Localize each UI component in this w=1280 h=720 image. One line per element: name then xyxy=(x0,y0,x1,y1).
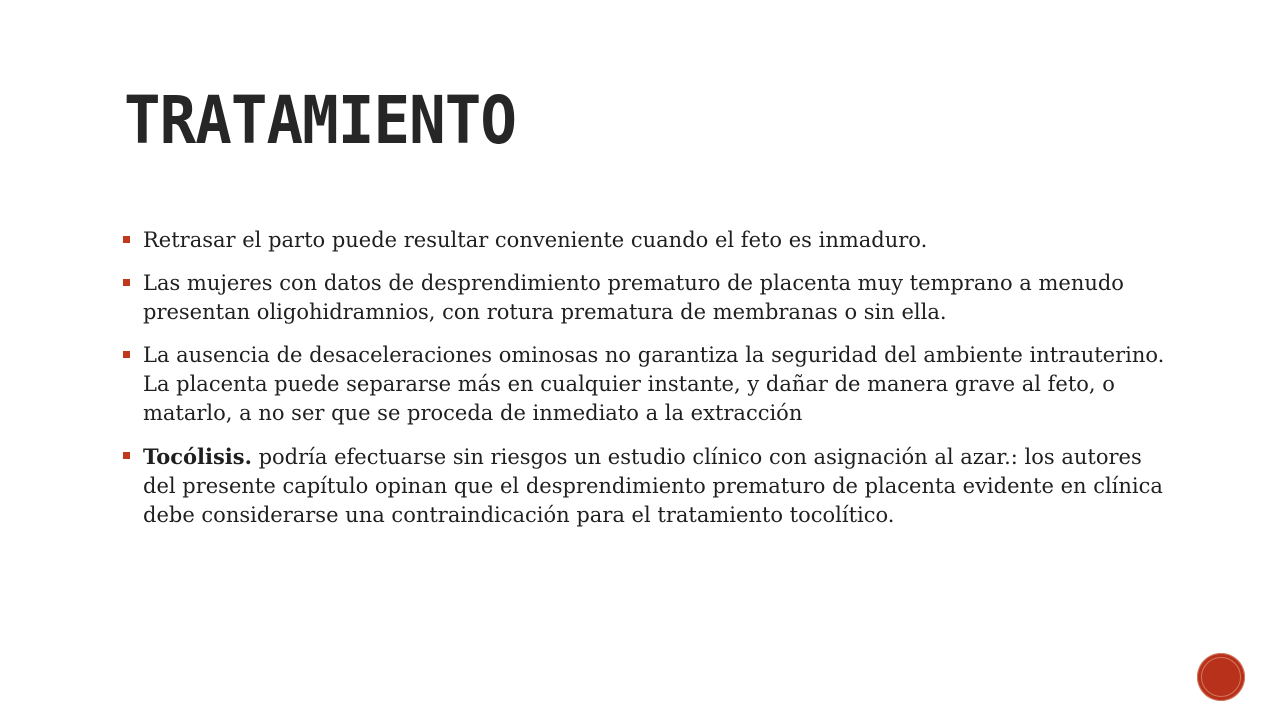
slide-title: TRATAMIENTO xyxy=(124,82,517,159)
bullet-text: La ausencia de desaceleraciones ominosas no garantiza la seguridad del ambiente intrauterino. La placenta puede separarse más en cualquier instante, y dañar de manera grave al feto, o matarlo, a no ser que se proceda de inmediato a la extracción xyxy=(143,343,1165,425)
bullet-text: Retrasar el parto puede resultar conveniente cuando el feto es inmaduro. xyxy=(143,228,928,252)
square-bullet-icon xyxy=(123,452,130,459)
bullet-list xyxy=(122,226,1167,544)
square-bullet-icon xyxy=(123,236,130,243)
bullet-item xyxy=(122,442,1167,530)
bullet-item xyxy=(122,341,1167,428)
bullet-bold-lead: Tocólisis. xyxy=(143,444,252,469)
bullet-item xyxy=(122,226,1167,255)
square-bullet-icon xyxy=(123,351,130,358)
bullet-text: podría efectuarse sin riesgos un estudio clínico con asignación al azar.: los autores del presente capítulo opinan que el desprendimiento prematuro de placenta evidente en clínica debe considerarse una contraindicación para el tratamiento tocolítico. xyxy=(143,445,1163,527)
square-bullet-icon xyxy=(123,279,130,286)
slide-nav-circle-icon[interactable] xyxy=(1197,653,1245,701)
bullet-text: Las mujeres con datos de desprendimiento prematuro de placenta muy temprano a menudo presentan oligohidramnios, con rotura prematura de membranas o sin ella. xyxy=(143,271,1124,324)
bullet-item xyxy=(122,269,1167,327)
